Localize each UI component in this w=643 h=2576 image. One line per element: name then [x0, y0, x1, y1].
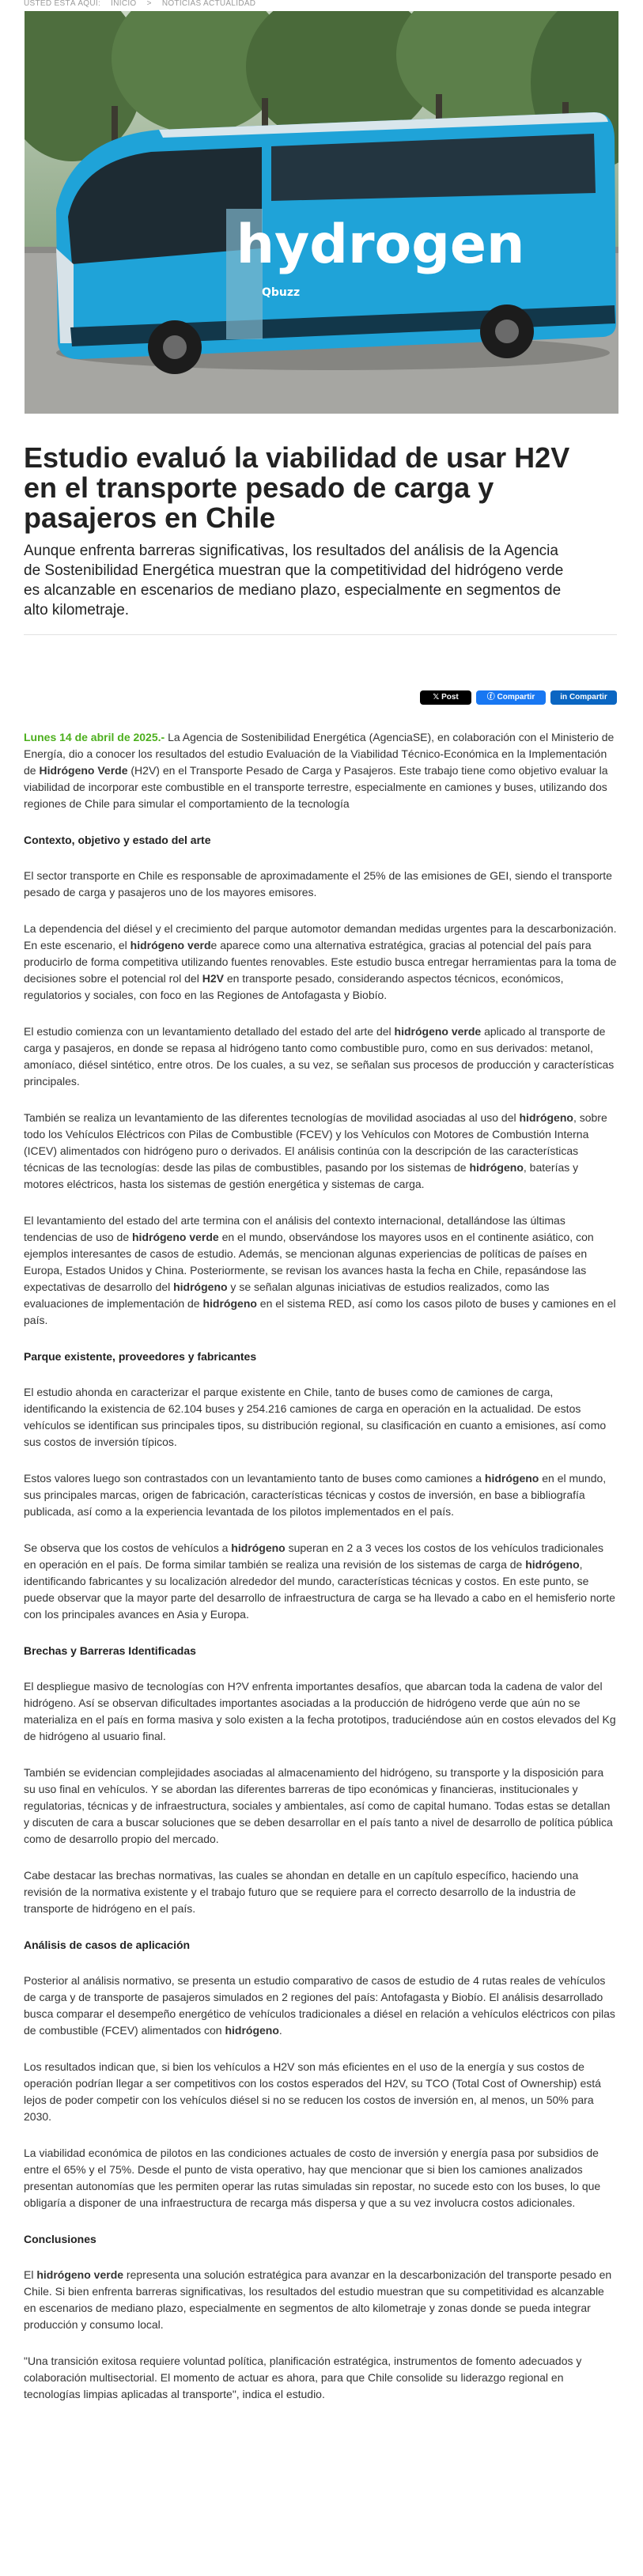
- section-heading: Análisis de casos de aplicación: [24, 1939, 191, 1951]
- share-bar: [0, 690, 643, 708]
- bus-hydrogen-text: hydrogen: [236, 214, 525, 276]
- breadcrumb-lead: USTED ESTÁ AQUÍ:: [24, 0, 101, 8]
- paragraph: El estudio comienza con un levantamiento detallado del estado del arte del hidrógeno verde aplicado al transporte de carga y pasajeros, en donde se repasa al hidrógeno tanto como combustible puro, como en sus derivados: metanol, amoníaco, diésel sintético, entre otros. De los cuales, a su vez, se señalan sus procesos de producción y características principales.: [24, 1025, 615, 1088]
- hero-image: [25, 11, 618, 414]
- paragraph: Estos valores luego son contrastados con un levantamiento tanto de buses como camiones a hidrógeno en el mundo, sus principales marcas, origen de fabricación, características técnicas y costos de inversión, en base a bibliografía publicada, así como a la experiencia levantada de los pilotos implementados en el país.: [24, 1472, 607, 1518]
- paragraph: También se realiza un levantamiento de las diferentes tecnologías de movilidad asociadas al uso del hidrógeno, sobre todo los Vehículos Eléctricos con Pilas de Combustible (FCEV) y los Vehículos con Motores de Combustión Interna (ICEV) alimentados con hidrógeno puro o derivados. El análisis continúa con la descripción de las características técnicas de las tecnologías: desde las pilas de combustibles, pasando por los sistemas de hidrógeno, baterías y motores eléctricos, hasta los sistemas de gestión energética y sistemas de carga.: [24, 1111, 607, 1190]
- section-heading: Parque existente, proveedores y fabricantes: [24, 1350, 257, 1363]
- article-title: Estudio evaluó la viabilidad de usar H2V en el transporte pesado de carga y pasajeros en Chile: [24, 441, 570, 534]
- paragraph: Posterior al análisis normativo, se presenta un estudio comparativo de casos de estudio de 4 rutas reales de vehículos de carga y de transporte de pasajeros simulados en 2 regiones del país: Antofagasta y Biobío. El análisis desarrollado busca comparar el desempeño energético de vehículos tradicionales a diésel en relación a vehículos eléctricos con pilas de combustible (FCEV) alimentados con hidrógeno.: [24, 1974, 615, 2037]
- paragraph: La viabilidad económica de pilotos en las condiciones actuales de costo de inversión y energía pasa por subsidios de entre el 65% y el 75%. Desde el punto de vista operativo, hay que mencionar que si bien los camiones analizados presentan autonomías que les permiten operar las rutas simuladas sin repostar, no sucede esto con los buses, lo que obligaría a disponer de una infraestructura de recarga más dispersa y que a su vez involucra costos adicionales.: [24, 2147, 601, 2209]
- paragraph-lead: Lunes 14 de abril de 2025.- La Agencia de Sostenibilidad Energética (AgenciaSE), en colaboración con el Ministerio de Energía, dio a conocer los resultados del estudio Evaluación de la Viabilidad Técnico-Económica en la Implementación de Hidrógeno Verde (H2V) en el Transporte Pesado de Carga y Pasajeros. Este trabajo tiene como objetivo evaluar la viabilidad de incorporar este combustible en el transporte terrestre, especialmente en camiones y buses, utilizando dos regiones de Chile para simular el comportamiento de la tecnología: [24, 731, 615, 810]
- paragraph: Cabe destacar las brechas normativas, las cuales se ahondan en detalle en un capítulo específico, haciendo una revisión de la normativa existente y el trabajo futuro que se requiere para el correcto desarrollo de la industria de transporte de hidrógeno en el país.: [24, 1869, 579, 1915]
- breadcrumb: [0, 0, 643, 11]
- share-x-button[interactable]: 𝕏 Post: [420, 690, 471, 705]
- paragraph: El despliegue masivo de tecnologías con H?V enfrenta importantes desafíos, que abarcan toda la cadena de valor del hidrógeno. Así se observan dificultades importantes asociadas a la producción de hidrógeno verde que aún no se materializa en el país en forma masiva y solo existen a la fecha prototipos, traduciéndose aún en costos elevados del Kg de hidrógeno al usuario final.: [24, 1680, 616, 1742]
- paragraph: También se evidencian complejidades asociadas al almacenamiento del hidrógeno, su transporte y la disposición para su uso final en vehículos. Y se abordan las diferentes barreras de tipo económicas y financieras, institucionales y regulatorias, técnicas y de infraestructura, sociales y ambientales, así como de capital humano. Todas estas se detallan y discuten de cara a buscar soluciones que se deben desarrollar en el país tanto a nivel de desarrollo de política pública como de desarrollo propio del mercado.: [24, 1766, 613, 1845]
- share-linkedin-button[interactable]: in Compartir: [550, 690, 617, 705]
- paragraph-quote: "Una transición exitosa requiere voluntad política, planificación estratégica, instrumentos de fomento adecuados y colaboración multisectorial. El momento de actuar es ahora, para que Chile consolide su liderazgo regional en tecnologías limpias aplicadas al transporte", indica el estudio.: [24, 2355, 582, 2400]
- paragraph: El estudio ahonda en caracterizar el parque existente en Chile, tanto de buses como de camiones de carga, identificando la existencia de 62.104 buses y 254.216 camiones de carga en operación en la actualidad. De estos vehículos se identifican sus principales tipos, su distribución regional, su clasificación en cuanto a emisiones, así como sus costos de inversión típicos.: [24, 1386, 607, 1448]
- hydrogen-bus-illustration: [25, 11, 618, 414]
- bus-brand-text: Qbuzz: [262, 286, 301, 299]
- breadcrumb-home-link[interactable]: INICIO: [111, 0, 137, 8]
- paragraph: Se observa que los costos de vehículos a hidrógeno superan en 2 a 3 veces los costos de los vehículos tradicionales en operación en el país. De forma similar también se realiza una revisión de los sistemas de carga de hidrógeno, identificando fabricantes y su localización alrededor del mundo, características técnicas y costos. En este punto, se puede observar que la mayor parte del desarrollo de infraestructura de carga se ha llevado a cabo en el hemisferio norte con los principales avances en Asia y Europa.: [24, 1541, 615, 1621]
- paragraph: El hidrógeno verde representa una solución estratégica para avanzar en la descarbonización del transporte pesado en Chile. Si bien enfrenta barreras significativas, los resultados del estudio muestran que su competitividad es alcanzable en escenarios de mediano plazo, especialmente en segmentos de alto kilometraje y zonas donde se pueda integrar producción y consumo local.: [24, 2268, 612, 2331]
- paragraph: El levantamiento del estado del arte termina con el análisis del contexto internacional, detallándose las últimas tendencias de uso de hidrógeno verde en el mundo, observándose los mayores usos en el continente asiático, con ejemplos interesantes de casos de estudio. Además, se mencionan algunas experiencias de políticas de países en Europa, Estados Unidos y China. Posteriormente, se revisan los avances hasta la fecha en Chile, repasándose las expectativas de desarrollo del hidrógeno y se señalan algunas iniciativas de estudios realizados, como las evaluaciones de implementación de hidrógeno en el sistema RED, así como los casos piloto de buses y camiones en el país.: [24, 1214, 616, 1326]
- paragraph: La dependencia del diésel y el crecimiento del parque automotor demandan medidas urgentes para la descarbonización. En este escenario, el hidrógeno verde aparece como una alternativa estratégica, gracias al potencial del país para producirlo de forma competitiva utilizando fuentes renovables. Este estudio busca entregar herramientas para la toma de decisiones sobre el potencial rol del H2V en transporte pesado, considerando aspectos técnicos, económicos, regulatorios y sociales, con foco en las Regiones de Antofagasta y Biobío.: [24, 922, 617, 1001]
- divider: [24, 634, 617, 635]
- article-body: [24, 729, 617, 2403]
- linkedin-icon: in: [560, 693, 569, 702]
- breadcrumb-separator: >: [146, 0, 152, 8]
- section-heading: Conclusiones: [24, 2233, 96, 2245]
- paragraph: Los resultados indican que, si bien los vehículos a H2V son más eficientes en el uso de la energía y sus costos de operación podrían llegar a ser competitivos con los costos esperados del H2V, su TCO (Total Cost of Ownership) está lejos de poder competir con los vehículos diésel si no se reducen los costos de inversión en, al menos, un 50% para 2030.: [24, 2060, 601, 2123]
- share-facebook-button[interactable]: ⓕ Compartir: [476, 690, 546, 705]
- article-subtitle: Aunque enfrenta barreras significativas, los resultados del análisis de la Agencia de Sostenibilidad Energética muestran que la competitividad del hidrógeno verde es alcanzable en escenarios de mediano plazo, especialmente en segmentos de alto kilometraje.: [24, 543, 564, 618]
- article-date: Lunes 14 de abril de 2025.-: [24, 731, 165, 743]
- facebook-icon: ⓕ: [486, 693, 497, 702]
- x-icon: 𝕏: [433, 693, 442, 702]
- paragraph: El sector transporte en Chile es responsable de aproximadamente el 25% de las emisiones de GEI, siendo el transporte pesado de carga y pasajeros uno de los mayores emisores.: [24, 869, 612, 898]
- section-heading: Brechas y Barreras Identificadas: [24, 1644, 196, 1657]
- section-heading: Contexto, objetivo y estado del arte: [24, 834, 211, 846]
- breadcrumb-section-link[interactable]: NOTICIAS ACTUALIDAD: [161, 0, 256, 8]
